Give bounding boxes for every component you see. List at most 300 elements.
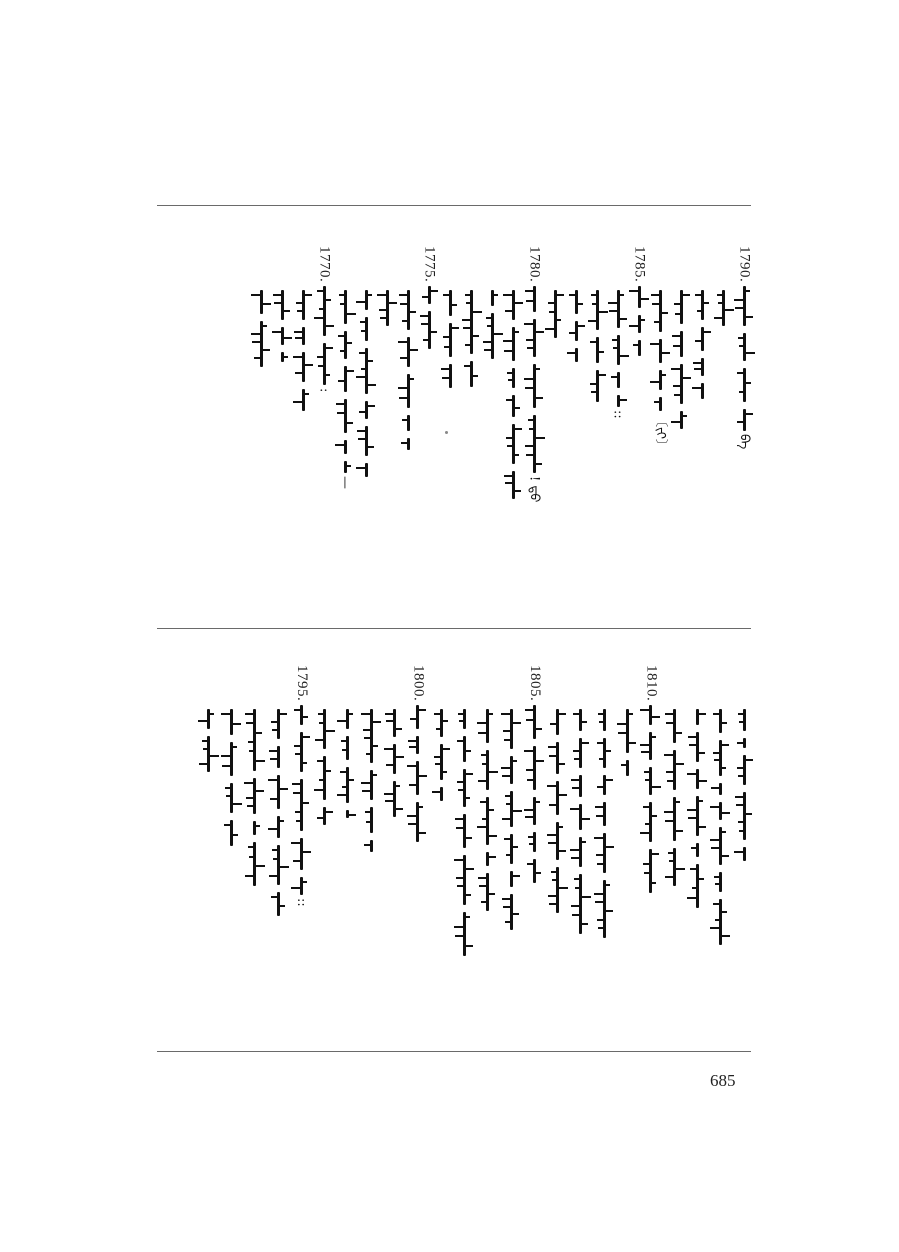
mongolian-script-line — [579, 709, 582, 934]
mongolian-word — [719, 783, 722, 795]
text-column — [246, 665, 264, 886]
mongolian-script-line — [470, 290, 473, 387]
mongolian-word — [323, 807, 326, 825]
mongolian-word — [649, 802, 652, 842]
line-number: 1780. — [526, 246, 543, 283]
line-number: 1790. — [736, 246, 753, 283]
mongolian-word — [533, 705, 536, 739]
mongolian-word — [512, 395, 515, 417]
text-column — [441, 246, 459, 388]
mongolian-word — [207, 736, 210, 772]
text-column — [642, 665, 660, 893]
text-column — [688, 665, 706, 908]
mongolian-word — [579, 775, 582, 797]
mongolian-word — [428, 286, 431, 304]
mongolian-word — [719, 709, 722, 733]
mongolian-script-line — [370, 709, 373, 852]
mongolian-script-line — [680, 290, 683, 429]
mongolian-word — [253, 709, 256, 771]
mongolian-word — [617, 290, 620, 328]
ink-speck — [445, 431, 448, 434]
mongolian-word — [603, 802, 606, 826]
mongolian-word — [659, 339, 662, 363]
text-column — [386, 665, 404, 817]
mongolian-word — [617, 372, 620, 388]
mongolian-word — [370, 770, 373, 800]
mongolian-word — [323, 709, 326, 749]
text-column — [378, 246, 396, 326]
mongolian-word — [649, 849, 652, 893]
mongolian-word — [230, 820, 233, 846]
mongolian-word — [463, 814, 466, 848]
bottom-rule — [157, 1051, 751, 1052]
text-column — [420, 246, 438, 349]
mongolian-word — [346, 767, 349, 803]
text-column — [252, 246, 270, 367]
mongolian-word — [603, 833, 606, 873]
line-ending: ᠪᠠ — [736, 434, 752, 450]
text-column — [455, 665, 473, 956]
mongolian-word — [512, 471, 515, 499]
mongolian-word — [428, 311, 431, 349]
mongolian-word — [277, 746, 280, 768]
text-column — [479, 665, 497, 911]
mongolian-word — [743, 333, 746, 361]
text-column — [222, 665, 240, 846]
line-number: 1805. — [526, 665, 543, 702]
mongolian-script-line — [300, 705, 303, 895]
mongolian-word — [512, 327, 515, 361]
mongolian-word — [253, 821, 256, 835]
mongolian-word — [300, 838, 303, 870]
text-column — [462, 246, 480, 387]
mongolian-script-line — [260, 290, 263, 367]
mongolian-word — [680, 411, 683, 429]
mongolian-word — [486, 750, 489, 790]
line-number: 1770. — [316, 246, 333, 283]
mongolian-script-line — [344, 290, 347, 473]
mongolian-word — [743, 286, 746, 326]
mongolian-word — [260, 321, 263, 367]
mongolian-script-line — [393, 709, 396, 817]
mongolian-word — [719, 740, 722, 776]
mongolian-word — [638, 340, 641, 356]
mongolian-word — [416, 736, 419, 754]
mongolian-word — [743, 847, 746, 861]
mongolian-word — [470, 290, 473, 354]
mongolian-word — [449, 364, 452, 388]
mongolian-word — [386, 290, 389, 326]
mongolian-word — [230, 783, 233, 813]
line-ending: — — [337, 476, 353, 489]
mongolian-word — [510, 834, 513, 864]
mongolian-script-line — [512, 290, 515, 499]
mongolian-script-line — [463, 709, 466, 956]
mongolian-word — [533, 286, 536, 312]
line-number: 1785. — [631, 246, 648, 283]
mongolian-word — [554, 290, 557, 338]
mongolian-word — [696, 732, 699, 762]
mongolian-word — [533, 797, 536, 825]
mongolian-word — [365, 463, 368, 477]
line-ending: :: — [610, 410, 626, 419]
mongolian-word — [556, 709, 559, 735]
text-column — [315, 246, 333, 393]
mongolian-word — [277, 709, 280, 739]
mongolian-word — [486, 709, 489, 743]
mongolian-word — [302, 290, 305, 320]
mongolian-word — [491, 290, 494, 306]
mongolian-word — [416, 705, 419, 729]
text-column — [273, 246, 291, 362]
mongolian-word — [649, 767, 652, 795]
mongolian-word — [696, 864, 699, 908]
mongolian-word — [719, 872, 722, 892]
mongolian-script-line — [407, 290, 410, 450]
mongolian-word — [407, 374, 410, 408]
mongolian-word — [463, 912, 466, 956]
mongolian-word — [393, 744, 396, 774]
mongolian-script-line — [554, 290, 557, 338]
mongolian-word — [649, 732, 652, 760]
text-column — [630, 246, 648, 356]
mongolian-word — [579, 874, 582, 934]
mongolian-script-line — [346, 709, 349, 818]
mongolian-script-line — [253, 709, 256, 886]
mongolian-word — [743, 755, 746, 785]
mongolian-word — [512, 424, 515, 464]
mongolian-script-line — [323, 286, 326, 385]
text-column — [735, 665, 753, 861]
mongolian-word — [277, 775, 280, 809]
mongolian-word — [302, 389, 305, 411]
mongolian-script-line — [449, 290, 452, 388]
mongolian-word — [416, 761, 419, 795]
mongolian-word — [365, 348, 368, 394]
mongolian-word — [300, 779, 303, 831]
mongolian-word — [626, 760, 629, 776]
mongolian-word — [281, 290, 284, 320]
mongolian-word — [230, 742, 233, 776]
mongolian-script-line — [486, 709, 489, 911]
mongolian-script-line — [638, 286, 641, 356]
mongolian-script-line — [533, 286, 536, 473]
mongolian-script-line — [365, 290, 368, 477]
mongolian-word — [596, 370, 599, 402]
mongolian-script-line — [722, 290, 725, 326]
mongolian-script-line — [649, 705, 652, 893]
mongolian-script-line — [596, 290, 599, 402]
mongolian-word — [556, 742, 559, 774]
mongolian-word — [344, 440, 347, 454]
mongolian-word — [440, 744, 443, 780]
mongolian-word — [300, 877, 303, 895]
text-column — [409, 665, 427, 842]
mongolian-word — [302, 327, 305, 345]
mongolian-word — [346, 810, 349, 818]
mongolian-word — [579, 837, 582, 867]
mongolian-word — [673, 750, 676, 790]
mongolian-word — [659, 397, 662, 411]
mongolian-word — [701, 290, 704, 320]
mongolian-script-line — [533, 705, 536, 883]
mongolian-word — [673, 848, 676, 886]
mongolian-word — [673, 709, 676, 743]
text-column — [316, 665, 334, 825]
mongolian-word — [277, 892, 280, 916]
mongolian-script-line — [696, 709, 699, 908]
mongolian-script-line — [323, 709, 326, 825]
text-column — [546, 246, 564, 338]
mongolian-word — [486, 852, 489, 866]
mongolian-script-line — [701, 290, 704, 399]
mongolian-word — [407, 438, 410, 450]
line-number: 1795. — [293, 665, 310, 702]
line-number: 1800. — [410, 665, 427, 702]
mongolian-word — [510, 756, 513, 784]
text-column — [714, 246, 732, 326]
mongolian-word — [696, 843, 699, 857]
mongolian-word — [323, 756, 326, 800]
text-column — [672, 246, 690, 429]
mongolian-word — [416, 802, 419, 842]
mongolian-word — [556, 781, 559, 815]
middle-rule — [157, 628, 751, 629]
mongolian-word — [680, 290, 683, 324]
mongolian-word — [365, 401, 368, 419]
mongolian-word — [440, 787, 443, 801]
mongolian-word — [743, 409, 746, 431]
mongolian-word — [281, 352, 284, 362]
text-column — [712, 665, 730, 945]
mongolian-word — [463, 769, 466, 807]
page-number: 685 — [710, 1071, 736, 1090]
text-column — [504, 246, 522, 499]
mongolian-word — [277, 845, 280, 885]
mongolian-word — [300, 732, 303, 772]
mongolian-word — [344, 366, 347, 392]
mongolian-word — [659, 290, 662, 332]
mongolian-word — [463, 709, 466, 729]
text-column — [357, 246, 375, 477]
text-column — [294, 246, 312, 411]
line-number: 1810. — [643, 665, 660, 702]
mongolian-word — [579, 738, 582, 768]
text-column — [609, 246, 627, 419]
mongolian-word — [440, 709, 443, 737]
mongolian-word — [617, 335, 620, 365]
line-ending: :: — [293, 898, 309, 908]
text-column — [525, 246, 543, 503]
mongolian-script-line — [440, 709, 443, 801]
text-column — [651, 246, 669, 452]
line-ending: ! ᠳ᠋ᠤ — [526, 476, 542, 503]
mongolian-word — [407, 290, 410, 330]
mongolian-word — [449, 290, 452, 316]
mongolian-word — [230, 709, 233, 735]
mongolian-word — [533, 319, 536, 357]
line-ending: 〔ᠶ᠋ᠢ〕 — [652, 414, 668, 452]
mongolian-word — [743, 368, 746, 402]
mongolian-word — [510, 871, 513, 887]
text-column — [572, 665, 590, 934]
mongolian-word — [701, 327, 704, 351]
mongolian-word — [743, 709, 746, 731]
mongolian-word — [512, 368, 515, 388]
mongolian-word — [596, 337, 599, 363]
mongolian-word — [533, 364, 536, 408]
mongolian-word — [603, 709, 606, 731]
top-rule — [157, 205, 751, 206]
text-column — [693, 246, 711, 399]
mongolian-word — [696, 709, 699, 725]
text-column — [399, 246, 417, 450]
mongolian-script-line — [281, 290, 284, 362]
mongolian-word — [696, 796, 699, 836]
mongolian-word — [743, 738, 746, 748]
mongolian-script-line — [719, 709, 722, 945]
mongolian-script-line — [428, 286, 431, 349]
mongolian-word — [603, 775, 606, 795]
mongolian-word — [302, 352, 305, 382]
mongolian-word — [260, 290, 263, 314]
mongolian-script-line — [277, 709, 280, 916]
mongolian-word — [344, 461, 347, 473]
mongolian-script-line — [416, 705, 419, 842]
mongolian-script-line — [575, 290, 578, 362]
mongolian-word — [344, 399, 347, 433]
mongolian-script-line — [626, 709, 629, 776]
mongolian-word — [323, 286, 326, 336]
mongolian-word — [344, 290, 347, 324]
text-column — [619, 665, 637, 776]
mongolian-word — [533, 832, 536, 852]
mongolian-word — [365, 426, 368, 456]
mongolian-word — [575, 290, 578, 314]
text-column — [549, 665, 567, 913]
mongolian-word — [407, 415, 410, 431]
mongolian-word — [281, 327, 284, 345]
mongolian-script-line — [207, 709, 210, 772]
mongolian-script-line — [617, 290, 620, 407]
mongolian-word — [603, 738, 606, 768]
mongolian-word — [344, 331, 347, 359]
mongolian-script-line — [302, 290, 305, 411]
mongolian-word — [743, 792, 746, 840]
mongolian-word — [719, 899, 722, 945]
text-column — [483, 246, 501, 359]
mongolian-word — [407, 337, 410, 367]
mongolian-word — [722, 290, 725, 326]
text-column — [595, 665, 613, 938]
text-column — [339, 665, 357, 818]
mongolian-word — [701, 358, 704, 376]
mongolian-word — [649, 705, 652, 725]
mongolian-script-line — [603, 709, 606, 938]
mongolian-word — [659, 370, 662, 390]
mongolian-word — [696, 769, 699, 789]
mongolian-word — [603, 880, 606, 938]
mongolian-word — [393, 709, 396, 737]
mongolian-word — [370, 840, 373, 852]
mongolian-word — [491, 313, 494, 359]
mongolian-word — [680, 364, 683, 404]
mongolian-word — [680, 331, 683, 357]
mongolian-word — [719, 827, 722, 865]
mongolian-word — [253, 842, 256, 886]
line-ending: : — [316, 388, 332, 393]
mongolian-word — [701, 383, 704, 399]
mongolian-word — [719, 802, 722, 820]
text-column — [588, 246, 606, 402]
mongolian-word — [579, 709, 582, 731]
mongolian-word — [346, 709, 349, 729]
mongolian-word — [393, 781, 396, 817]
text-column — [502, 665, 520, 930]
text-column — [735, 246, 753, 449]
mongolian-word — [470, 361, 473, 387]
text-column — [665, 665, 683, 886]
mongolian-word — [533, 859, 536, 883]
mongolian-word — [638, 286, 641, 308]
mongolian-script-line — [659, 290, 662, 411]
text-column — [199, 665, 217, 772]
mongolian-word — [463, 736, 466, 762]
mongolian-word — [207, 709, 210, 729]
mongolian-word — [277, 816, 280, 838]
mongolian-word — [370, 807, 373, 833]
mongolian-word — [638, 315, 641, 333]
mongolian-word — [365, 317, 368, 341]
mongolian-word — [510, 709, 513, 749]
mongolian-word — [370, 709, 373, 763]
text-column — [362, 665, 380, 852]
mongolian-word — [463, 855, 466, 905]
text-column — [567, 246, 585, 362]
mongolian-script-line — [386, 290, 389, 326]
mongolian-word — [512, 290, 515, 320]
mongolian-word — [575, 321, 578, 341]
mongolian-word — [575, 348, 578, 362]
mongolian-word — [596, 290, 599, 330]
mongolian-word — [626, 709, 629, 753]
text-column — [525, 665, 543, 883]
line-number: 1775. — [421, 246, 438, 283]
mongolian-word — [300, 705, 303, 725]
mongolian-script-line — [556, 709, 559, 913]
mongolian-word — [510, 894, 513, 930]
mongolian-word — [556, 867, 559, 913]
mongolian-word — [323, 343, 326, 385]
mongolian-script-line — [230, 709, 233, 846]
mongolian-script-line — [510, 709, 513, 930]
mongolian-word — [533, 415, 536, 473]
mongolian-word — [486, 873, 489, 911]
mongolian-word — [556, 822, 559, 860]
mongolian-word — [579, 804, 582, 830]
text-column — [336, 246, 354, 489]
mongolian-script-line — [491, 290, 494, 359]
mongolian-script-line — [743, 286, 746, 431]
mongolian-word — [617, 395, 620, 407]
mongolian-word — [533, 746, 536, 790]
text-column — [269, 665, 287, 916]
mongolian-word — [486, 797, 489, 845]
mongolian-script-line — [673, 709, 676, 886]
mongolian-word — [253, 778, 256, 814]
text-column — [292, 665, 310, 907]
mongolian-word — [365, 290, 368, 310]
